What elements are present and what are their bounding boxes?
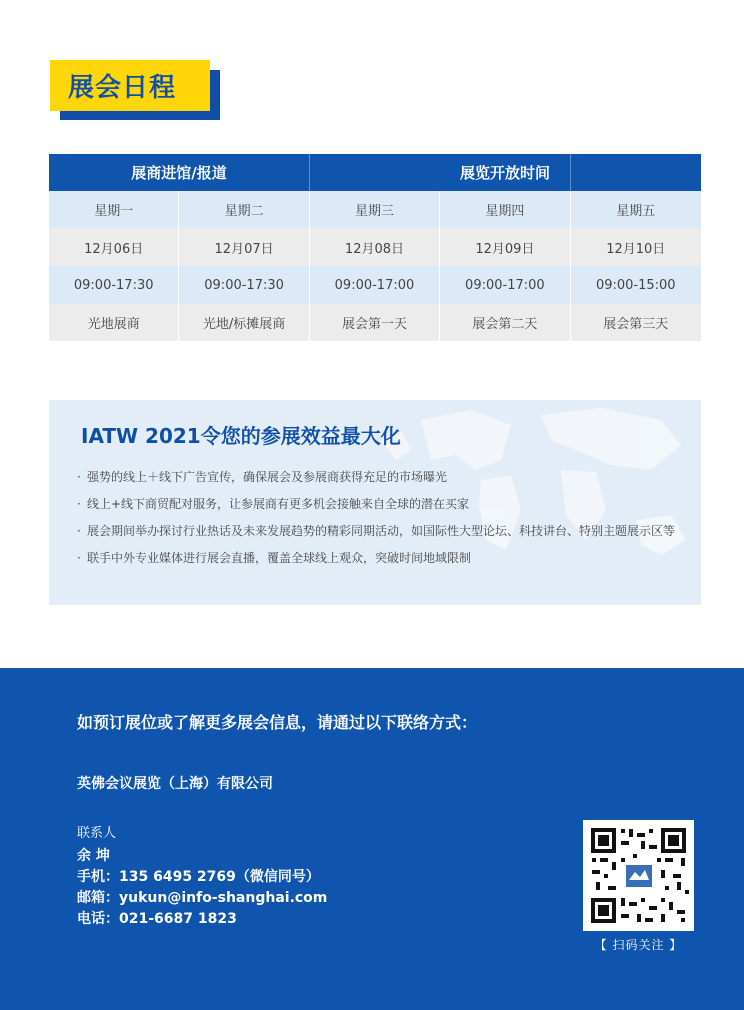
list-item bbox=[77, 522, 677, 541]
title-box bbox=[50, 60, 210, 111]
list-item-text: 线上+线下商贸配对服务，让参展商有更多机会接触来自全球的潜在买家 bbox=[87, 497, 470, 511]
time-cell: 09:00-15:00 bbox=[595, 277, 676, 293]
contact-name: 余 坤 bbox=[77, 848, 110, 864]
bullet-dot: · bbox=[77, 524, 81, 538]
date-cell: 12月06日 bbox=[49, 228, 179, 266]
schedule-header bbox=[49, 154, 701, 191]
activity-cell: 光地展商 bbox=[49, 304, 179, 341]
header-divider bbox=[570, 154, 571, 191]
weekday-cell: 星期一 bbox=[49, 191, 179, 228]
section-title-badge bbox=[50, 60, 220, 120]
weekday-cell: 星期五 bbox=[616, 204, 656, 219]
time-cell: 09:00-17:00 bbox=[310, 266, 440, 304]
date-cell: 12月07日 bbox=[179, 228, 309, 266]
contact-email[interactable]: 邮箱：yukun@info-shanghai.com bbox=[77, 890, 328, 906]
highlights-title: IATW 2021令您的参展效益最大化 bbox=[81, 424, 401, 448]
activity-cell: 光地/标摊展商 bbox=[179, 304, 309, 341]
time-row bbox=[49, 266, 701, 304]
weekday-row bbox=[49, 191, 701, 228]
header-open-hours: 展览开放时间 bbox=[459, 164, 550, 182]
highlights-list bbox=[77, 468, 677, 576]
time-cell: 09:00-17:00 bbox=[440, 266, 570, 304]
date-cell: 12月10日 bbox=[606, 241, 666, 257]
page-title: 展会日程 bbox=[68, 73, 177, 103]
contact-person-label: 联系人 bbox=[77, 826, 117, 841]
activity-cell: 展会第三天 bbox=[603, 317, 669, 332]
contact-mobile[interactable]: 手机：135 6495 2769（微信同号） bbox=[77, 869, 320, 885]
schedule-table bbox=[49, 154, 701, 341]
time-cell: 09:00-17:30 bbox=[49, 266, 179, 304]
bullet-dot: · bbox=[77, 551, 81, 565]
list-item bbox=[77, 549, 677, 568]
contact-heading: 如预订展位或了解更多展会信息，请通过以下联络方式： bbox=[77, 713, 478, 732]
activity-row bbox=[49, 304, 701, 341]
weekday-cell: 星期四 bbox=[440, 191, 570, 228]
bullet-dot: · bbox=[77, 497, 81, 511]
date-cell: 12月09日 bbox=[440, 228, 570, 266]
activity-cell: 展会第一天 bbox=[310, 304, 440, 341]
contact-details bbox=[77, 846, 327, 930]
qr-caption: 【 扫码关注 】 bbox=[594, 938, 683, 952]
header-divider bbox=[309, 154, 310, 191]
date-cell: 12月08日 bbox=[310, 228, 440, 266]
date-row bbox=[49, 228, 701, 266]
list-item bbox=[77, 495, 677, 514]
list-item-text: 强势的线上＋线下广告宣传，确保展会及参展商获得充足的市场曝光 bbox=[87, 470, 448, 484]
weekday-cell: 星期三 bbox=[310, 191, 440, 228]
wechat-qr-code[interactable] bbox=[583, 820, 694, 931]
contact-phone[interactable]: 电话：021-6687 1823 bbox=[77, 911, 237, 927]
list-item-text: 联手中外专业媒体进行展会直播，覆盖全球线上观众，突破时间地域限制 bbox=[87, 551, 472, 565]
header-move-in: 展商进馆/报道 bbox=[131, 164, 227, 182]
company-name: 英佛会议展览（上海）有限公司 bbox=[77, 776, 273, 792]
activity-cell: 展会第二天 bbox=[440, 304, 570, 341]
bullet-dot: · bbox=[77, 470, 81, 484]
contact-section bbox=[0, 668, 744, 1010]
list-item bbox=[77, 468, 677, 487]
qr-code-icon bbox=[583, 820, 694, 931]
list-item-text: 展会期间举办探讨行业热话及未来发展趋势的精彩同期活动，如国际性大型论坛、科技讲台、特别主题展示区等 bbox=[87, 524, 676, 538]
weekday-cell: 星期二 bbox=[179, 191, 309, 228]
time-cell: 09:00-17:30 bbox=[179, 266, 309, 304]
highlights-panel bbox=[49, 400, 701, 605]
